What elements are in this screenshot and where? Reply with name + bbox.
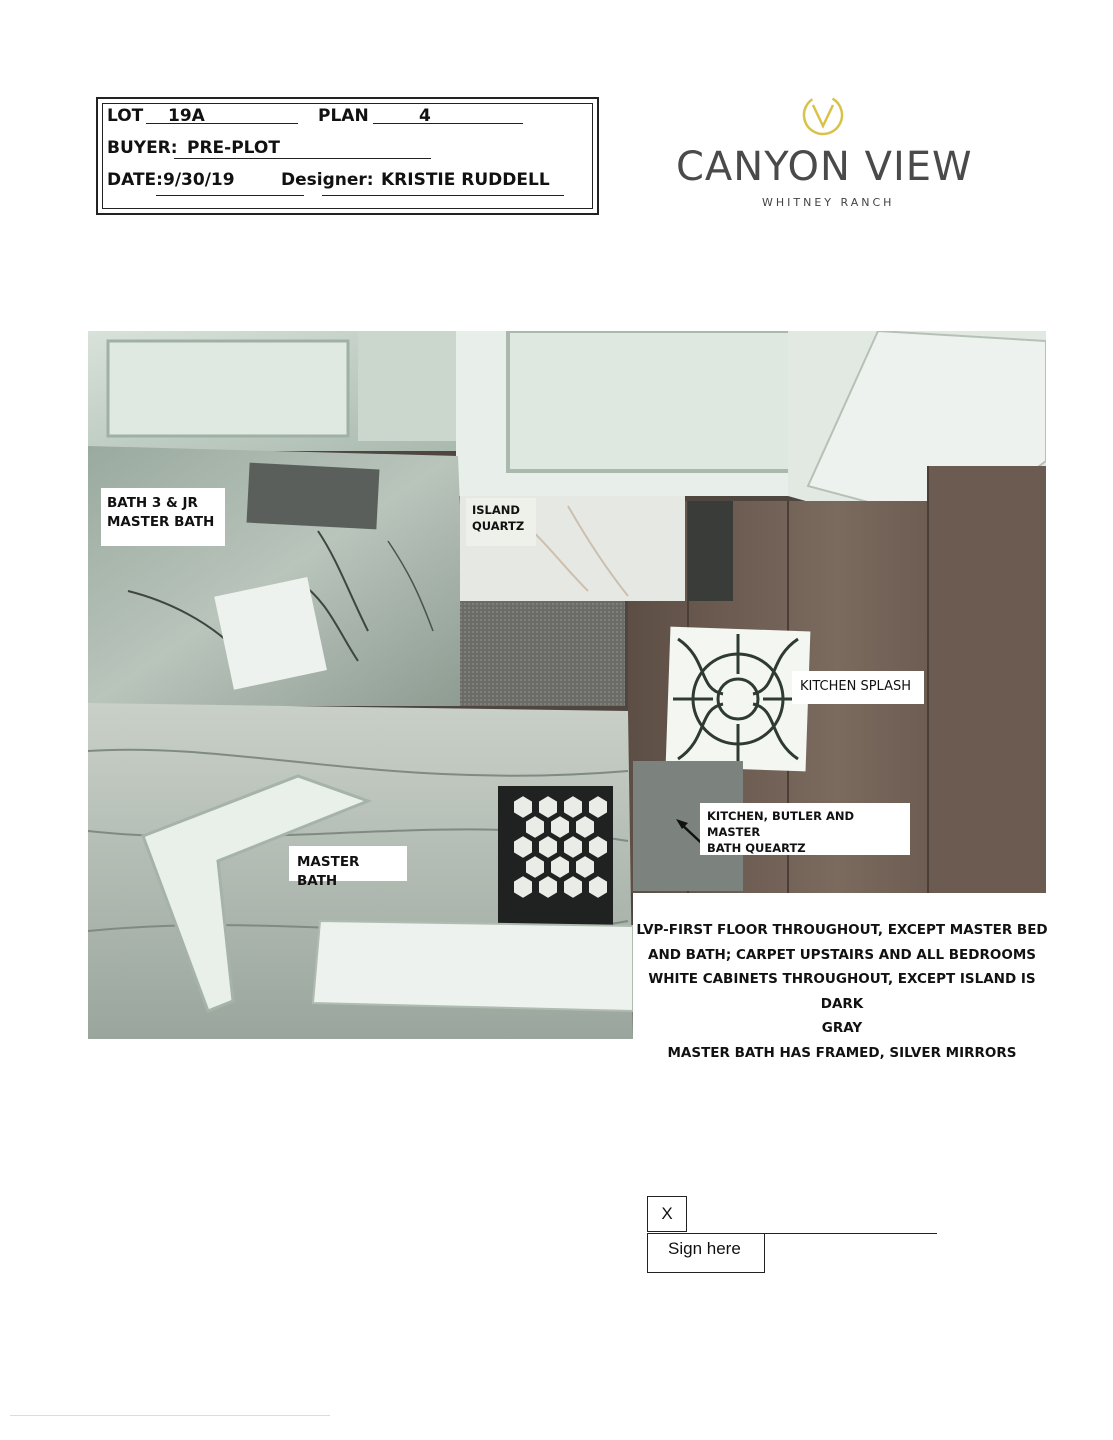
label-bath3-jr-master-bath	[101, 488, 225, 546]
canyon-view-monogram-icon	[800, 92, 846, 138]
label-island-line2: QUARTZ	[472, 519, 525, 534]
lot-value: 19A	[168, 106, 205, 126]
label-kitchen-quartz-line1: KITCHEN, BUTLER AND MASTER	[707, 809, 855, 840]
sign-here-box[interactable]: Sign here	[647, 1233, 765, 1273]
label-kitchen-splash: KITCHEN SPLASH	[792, 671, 924, 704]
plan-label: PLAN	[318, 106, 369, 126]
label-master-bath: MASTER BATH	[289, 846, 407, 881]
plan-value: 4	[419, 106, 431, 126]
date-value: 9/30/19	[163, 170, 235, 190]
date-underline	[156, 195, 304, 196]
logo-subtitle: WHITNEY RANCH	[762, 196, 895, 209]
date-label: DATE:	[107, 170, 163, 190]
label-bath3-line1: BATH 3 & JR	[107, 495, 198, 511]
lot-label: LOT	[107, 106, 144, 126]
designer-underline	[322, 195, 564, 196]
scan-artifact-line	[10, 1415, 330, 1416]
label-island-line1: ISLAND	[472, 503, 520, 517]
buyer-label: BUYER:	[107, 138, 178, 158]
buyer-underline	[174, 158, 431, 159]
label-island-quartz	[466, 498, 536, 546]
note-line-2: AND BATH; CARPET UPSTAIRS AND ALL BEDROOMS	[648, 946, 1036, 963]
note-line-3: WHITE CABINETS THROUGHOUT, EXCEPT ISLAND IS DARK	[648, 971, 1036, 1012]
designer-value: KRISTIE RUDDELL	[381, 170, 550, 190]
note-line-4: GRAY	[821, 1020, 863, 1036]
plan-underline	[373, 123, 523, 124]
designer-label: Designer:	[281, 170, 374, 190]
label-bath3-line2: MASTER BATH	[107, 513, 215, 530]
note-line-1: LVP-FIRST FLOOR THROUGHOUT, EXCEPT MASTER BED	[636, 922, 1048, 938]
logo-name: CANYON VIEW	[676, 144, 973, 190]
signature-x-box: X	[647, 1196, 687, 1232]
label-kitchen-quartz-line2: BATH QUEARTZ	[707, 841, 806, 856]
label-kitchen-butler-master-quartz	[700, 803, 910, 855]
buyer-value: PRE-PLOT	[187, 138, 280, 158]
lot-underline	[146, 123, 298, 124]
design-notes	[632, 918, 1052, 1065]
note-line-5: MASTER BATH HAS FRAMED, SILVER MIRRORS	[667, 1044, 1017, 1061]
